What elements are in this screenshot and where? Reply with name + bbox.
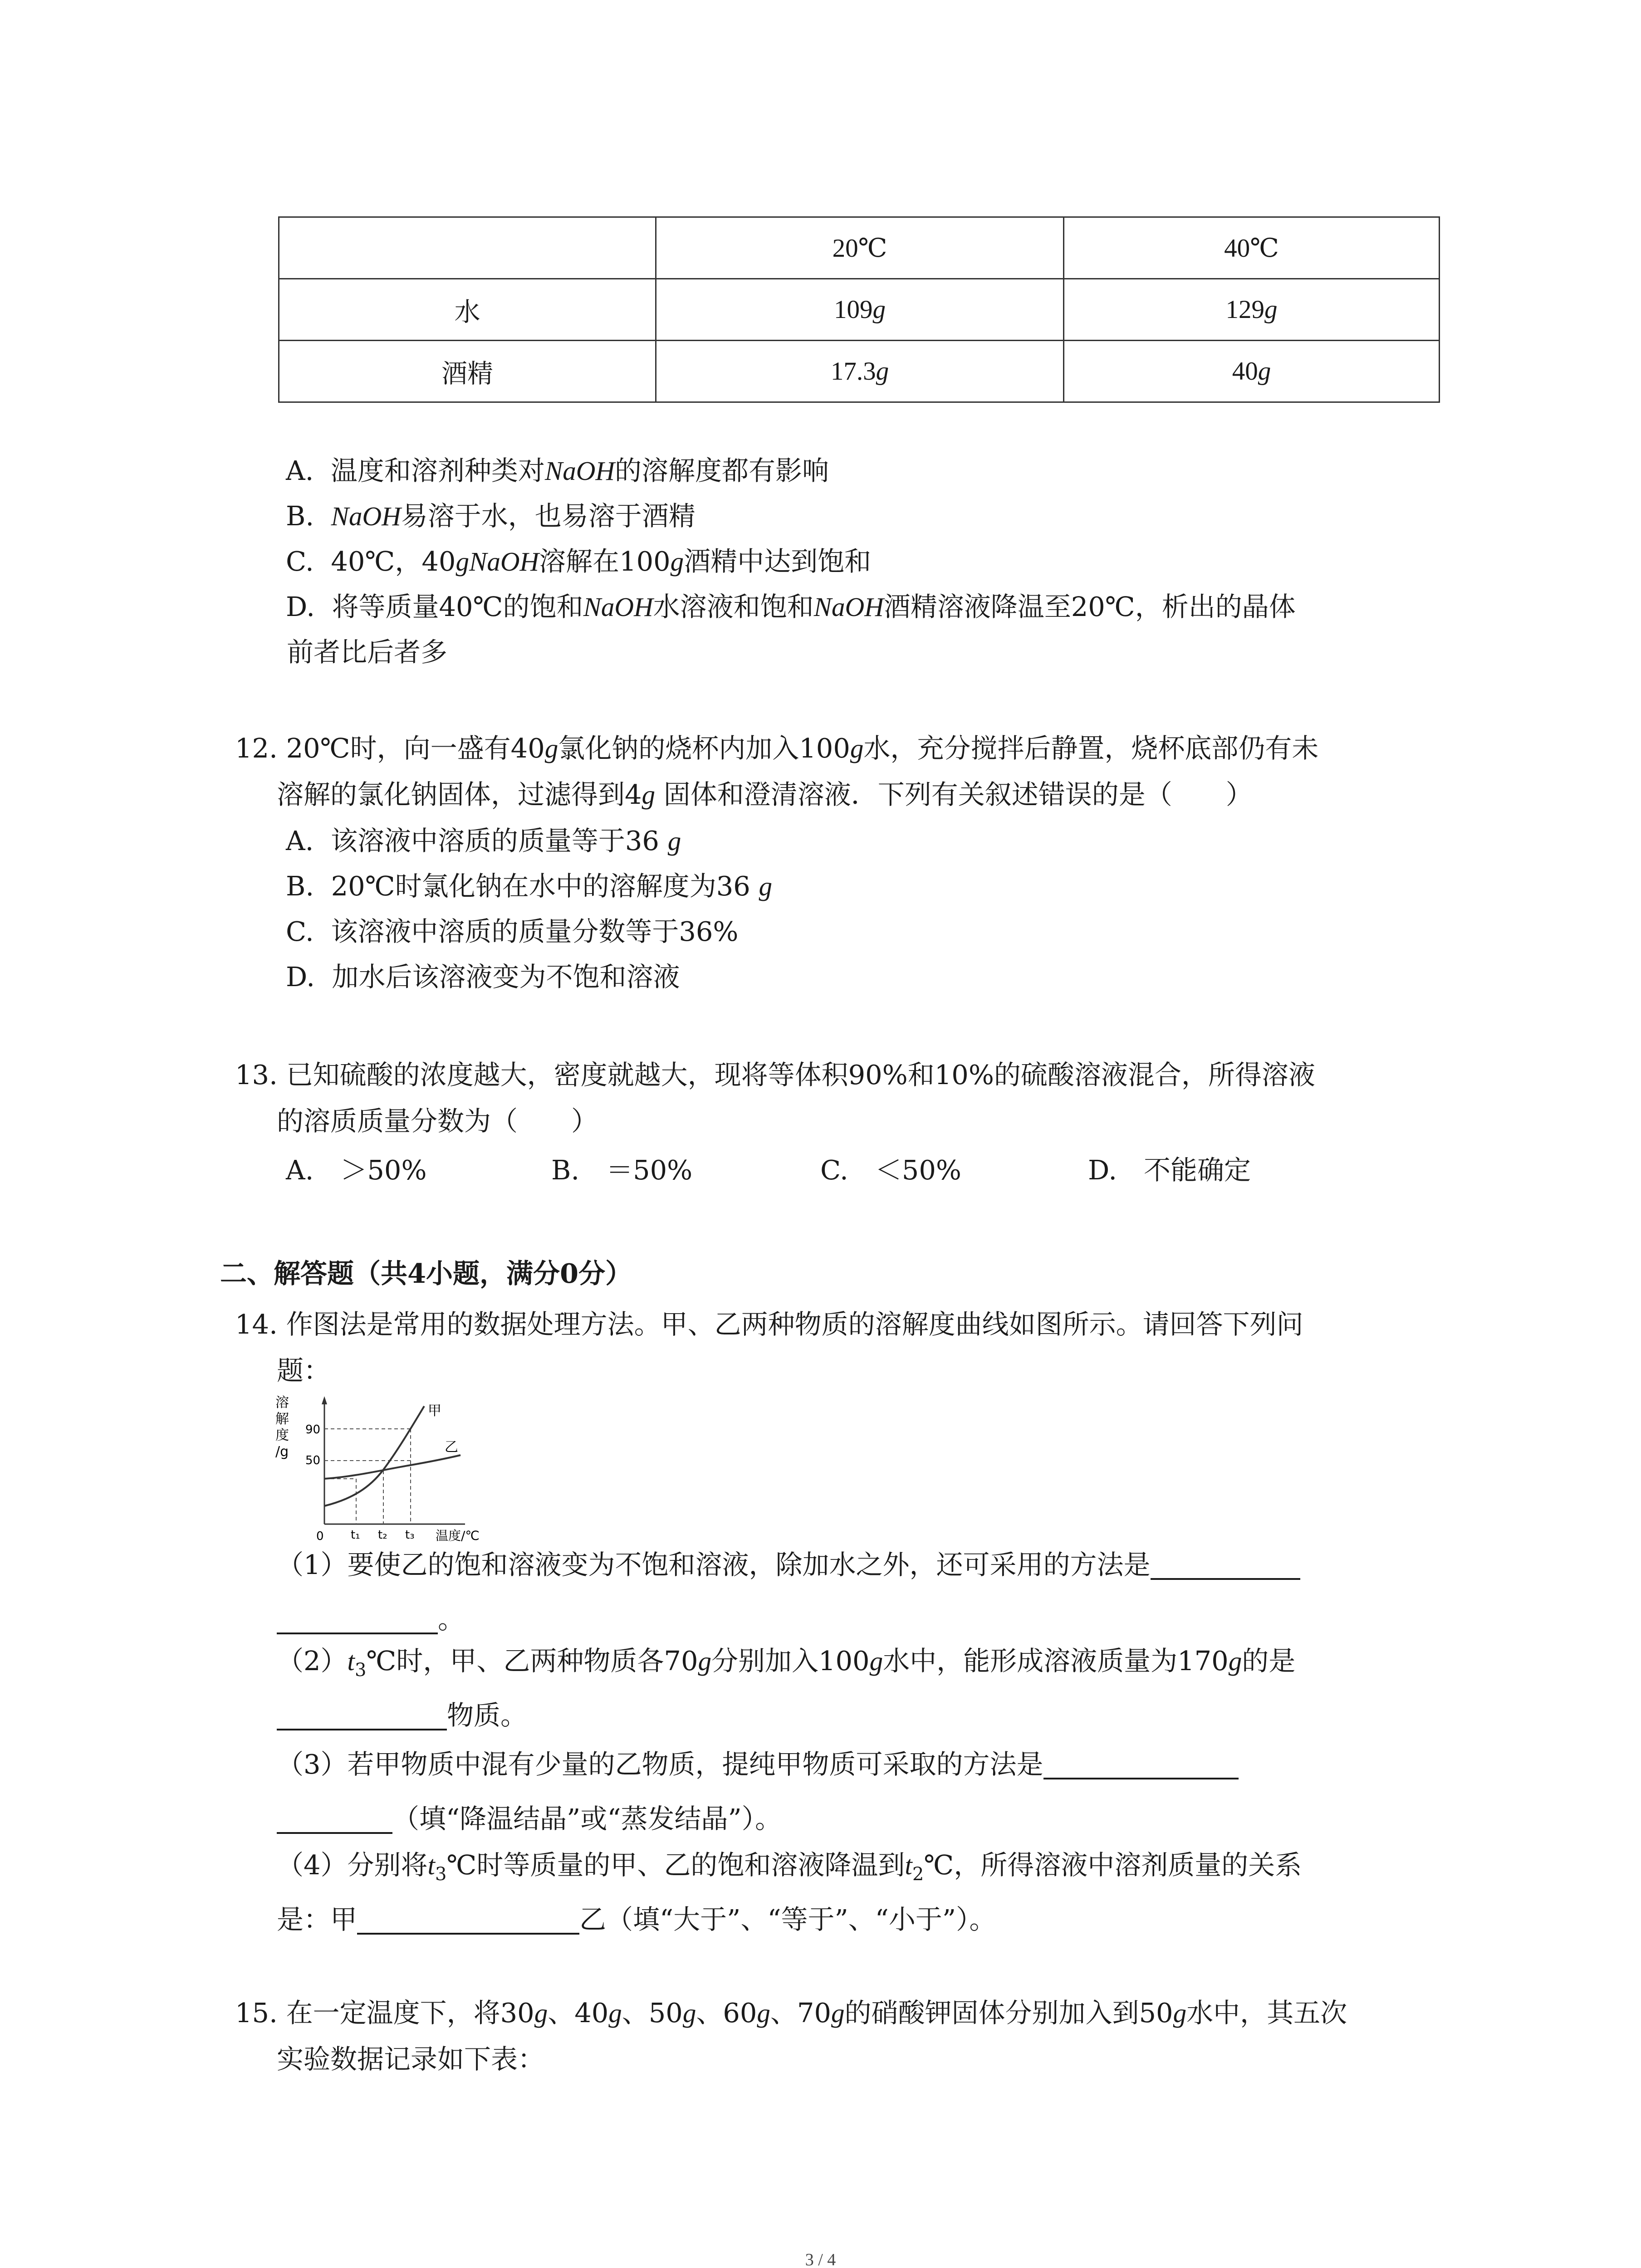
q14-stem: 14. 作图法是常用的数据处理方法。甲、乙两种物质的溶解度曲线如图所示。请回答下列问 [235, 1309, 1303, 1340]
y-axis-label-4: /g [275, 1444, 289, 1460]
solubility-table [278, 216, 1440, 403]
q13-option-a: A. ＞50% [286, 1154, 427, 1186]
origin-label: 0 [316, 1530, 324, 1542]
answer-blank[interactable] [277, 1606, 438, 1634]
q13-stem: 13. 已知硫酸的浓度越大，密度就越大，现将等体积90%和10%的硫酸溶液混合，所得溶液 [235, 1059, 1315, 1090]
q15-stem: 15. 在一定温度下，将30g、40g、50g、60g、70g的硝酸钾固体分别加入到50g水中，其五次 [235, 1997, 1347, 2028]
q14-part3-continued: （填“降温结晶”或“蒸发结晶”）。 [277, 1805, 782, 1834]
y-axis-arrow [322, 1396, 327, 1404]
answer-blank[interactable] [277, 1702, 447, 1730]
x-tick-t3: t₃ [405, 1528, 415, 1542]
answer-blank[interactable] [1151, 1551, 1300, 1580]
answer-blank[interactable] [1043, 1751, 1239, 1779]
q14-part3: （3）若甲物质中混有少量的乙物质，提纯甲物质可采取的方法是 [277, 1751, 1239, 1779]
curve-label-jia: 甲 [428, 1403, 441, 1419]
y-tick-50: 50 [305, 1454, 321, 1467]
section-heading: 二、解答题（共4小题，满分0分） [220, 1258, 632, 1289]
q14-part2-continued: 物质。 [277, 1702, 527, 1730]
curve-jia [324, 1406, 424, 1506]
q14-part2: $(2)t_3℃$时，甲、乙两种物质各70g分别加入100g水中，能形成溶液质量为170g的是 [277, 1645, 1296, 1681]
table-header-20c: 20℃ [656, 217, 1064, 279]
table-cell [279, 217, 656, 279]
x-axis-label: 温度/℃ [436, 1528, 480, 1542]
q12-stem: 12. 20℃时，向一盛有40g氯化钠的烧杯内加入100g水，充分搅拌后静置，烧杯底部仍有未 [235, 733, 1319, 764]
q15-stem-continued: 实验数据记录如下表： [277, 2043, 545, 2075]
curve-yi [324, 1455, 460, 1479]
q12-option-d: D. 加水后该溶液变为不饱和溶液 [286, 961, 680, 992]
table-cell: 129g [1064, 279, 1440, 341]
y-axis-label-3: 度 [275, 1427, 289, 1443]
q11-option-d-continued: 前者比后者多 [287, 636, 448, 668]
q13-option-d: D. 不能确定 [1088, 1154, 1251, 1186]
answer-blank[interactable] [277, 1805, 392, 1834]
table-row [279, 217, 1440, 279]
table-row [279, 279, 1440, 341]
q14-part1-continued: 。 [277, 1606, 465, 1634]
q12-option-a: A. 该溶液中溶质的质量等于36 g [286, 825, 681, 856]
page-number: 3 / 4 [805, 2250, 836, 2268]
table-cell: 17.3g [656, 341, 1064, 402]
q13-stem-continued: 的溶质质量分数为（ ） [277, 1105, 598, 1137]
q12-option-c: C. 该溶液中溶质的质量分数等于36% [286, 916, 739, 947]
table-row [279, 341, 1440, 402]
y-axis-label-1: 溶 [275, 1395, 289, 1411]
q14-part4: （4）分别将$t_3℃$时等质量的甲、乙的饱和溶液降温到$t_2℃$，所得溶液中溶剂质量的关系 [277, 1849, 1302, 1885]
q11-option-c: C. 40℃，40gNaOH溶解在100g酒精中达到饱和 [286, 546, 872, 577]
answer-blank[interactable] [357, 1906, 579, 1935]
table-row-label: 酒精 [279, 341, 656, 402]
q14-part4-continued: 是：甲 乙（填“大于”、“等于”、“小于”）。 [277, 1904, 996, 1935]
table-header-40c: 40℃ [1064, 217, 1440, 279]
table-cell: 40g [1064, 341, 1440, 402]
q11-option-b: B. NaOH易溶于水，也易溶于酒精 [286, 500, 696, 532]
q13-option-c: C. ＜50% [820, 1154, 961, 1186]
y-tick-90: 90 [305, 1423, 321, 1437]
y-axis-label-2: 解 [275, 1411, 289, 1427]
table-cell: 109g [656, 279, 1064, 341]
solubility-curve-figure [274, 1393, 501, 1542]
q11-option-d: D. 将等质量40℃的饱和NaOH水溶液和饱和NaOH酒精溶液降温至20℃，析出的晶体 [286, 591, 1296, 622]
x-tick-t2: t₂ [378, 1528, 387, 1542]
curve-label-yi: 乙 [445, 1439, 458, 1455]
q14-stem-continued: 题： [277, 1355, 331, 1386]
q14-part1: （1）要使乙的饱和溶液变为不饱和溶液，除加水之外，还可采用的方法是 [277, 1551, 1300, 1580]
q12-stem-continued: 溶解的氯化钠固体，过滤得到4g 固体和澄清溶液．下列有关叙述错误的是（ ） [277, 779, 1253, 810]
q11-option-a: A. 温度和溶剂种类对NaOH的溶解度都有影响 [286, 455, 829, 486]
q12-option-b: B. 20℃时氯化钠在水中的溶解度为36 g [286, 870, 773, 902]
table-row-label: 水 [279, 279, 656, 341]
x-tick-t1: t₁ [351, 1528, 360, 1542]
q13-option-b: B. ＝50% [551, 1154, 693, 1186]
